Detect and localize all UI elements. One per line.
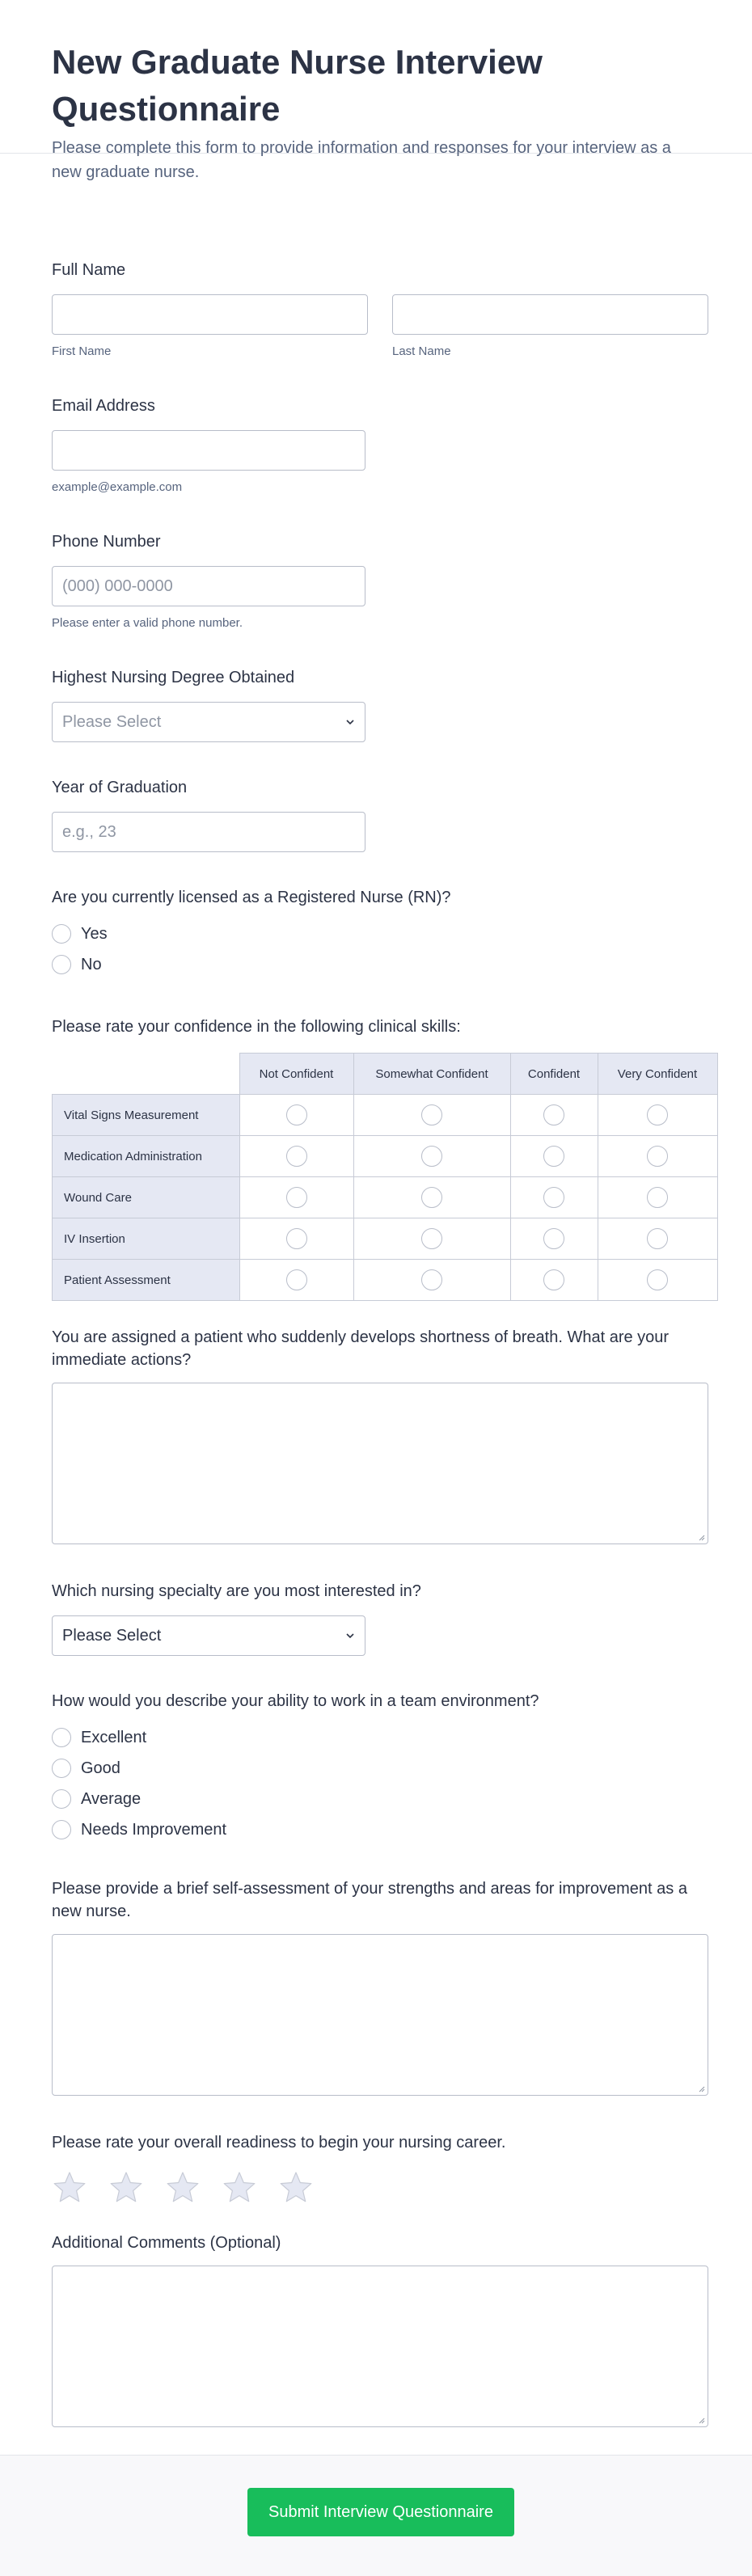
matrix-row-label: IV Insertion [53,1218,240,1260]
chevron-down-icon [345,717,355,727]
email-input[interactable] [52,430,365,471]
matrix-row [53,1260,718,1301]
matrix-radio[interactable] [647,1269,668,1290]
graduation-input[interactable]: e.g., 23 [52,812,365,852]
star-icon[interactable] [222,2170,257,2206]
radio-button[interactable] [52,1728,71,1747]
readiness-label: Please rate your overall readiness to begin your nursing career. [52,2134,506,2152]
matrix-column-header: Confident [510,1054,598,1095]
phone-label: Phone Number [52,533,161,551]
matrix-corner [53,1054,240,1095]
licensed-label: Are you currently licensed as a Registered Nurse (RN)? [52,889,451,906]
last-name-sublabel: Last Name [392,344,451,358]
full-name-field [52,259,708,358]
self-assessment-field [52,1877,708,2096]
graduation-label: Year of Graduation [52,779,188,796]
degree-select[interactable] [52,702,365,742]
star-icon[interactable] [165,2170,201,2206]
matrix-radio[interactable] [647,1228,668,1249]
skills-field [52,1016,708,1038]
teamwork-option-label: Average [81,1789,142,1808]
licensed-option-no[interactable] [52,949,708,980]
star-icon[interactable] [108,2170,144,2206]
email-field [52,395,708,494]
degree-field [52,666,708,742]
matrix-row [53,1095,718,1136]
teamwork-option-good[interactable] [52,1753,708,1784]
specialty-field [52,1580,708,1656]
submit-button[interactable]: Submit Interview Questionnaire [247,2488,514,2536]
radio-button[interactable] [52,924,71,944]
last-name-input[interactable] [392,294,708,335]
specialty-label: Which nursing specialty are you most interested in? [52,1582,421,1600]
matrix-radio[interactable] [647,1146,668,1167]
comments-field [52,2232,708,2427]
licensed-option-yes[interactable] [52,918,708,949]
resize-grip-icon[interactable] [697,2084,705,2092]
matrix-radio[interactable] [286,1269,307,1290]
first-name-input[interactable] [52,294,368,335]
scenario-textarea[interactable] [52,1383,708,1544]
licensed-field [52,886,708,980]
matrix-radio[interactable] [647,1104,668,1125]
skills-matrix [52,1053,718,1301]
form-description: Please complete this form to provide information and responses for your interview as a new graduate nurse. [52,139,671,181]
teamwork-label: How would you describe your ability to work in a team environment? [52,1692,539,1710]
licensed-option-label: No [81,955,102,973]
specialty-selected-value: Please Select [62,1626,162,1645]
degree-selected-value: Please Select [62,712,162,731]
matrix-radio[interactable] [421,1269,442,1290]
comments-label: Additional Comments (Optional) [52,2234,281,2252]
matrix-radio[interactable] [286,1104,307,1125]
matrix-row [53,1218,718,1260]
matrix-column-header: Not Confident [239,1054,353,1095]
matrix-row-label: Vital Signs Measurement [53,1095,240,1136]
matrix-row [53,1177,718,1218]
matrix-radio[interactable] [421,1104,442,1125]
teamwork-option-label: Needs Improvement [81,1820,227,1839]
email-label: Email Address [52,397,155,415]
specialty-select[interactable] [52,1615,365,1656]
matrix-column-header: Very Confident [598,1054,717,1095]
matrix-column-header: Somewhat Confident [353,1054,510,1095]
readiness-field [52,2131,708,2206]
scenario-field [52,1326,708,1544]
email-sublabel: example@example.com [52,480,183,494]
matrix-radio[interactable] [543,1104,564,1125]
matrix-radio[interactable] [286,1146,307,1167]
radio-button[interactable] [52,1759,71,1778]
teamwork-option-average[interactable] [52,1784,708,1814]
matrix-radio[interactable] [286,1187,307,1208]
matrix-radio[interactable] [421,1146,442,1167]
matrix-radio[interactable] [543,1228,564,1249]
scenario-label: You are assigned a patient who suddenly develops shortness of breath. What are your immediate actions? [52,1328,670,1369]
matrix-row-label: Patient Assessment [53,1260,240,1301]
degree-label: Highest Nursing Degree Obtained [52,669,295,686]
full-name-label: Full Name [52,261,126,279]
resize-grip-icon[interactable] [697,1533,705,1541]
matrix-row [53,1136,718,1177]
self-assessment-textarea[interactable] [52,1934,708,2096]
teamwork-field [52,1690,708,1845]
form-title: New Graduate Nurse Interview Questionnaire [52,43,543,128]
teamwork-option-needs-improvement[interactable] [52,1814,708,1845]
matrix-radio[interactable] [543,1187,564,1208]
teamwork-option-excellent[interactable] [52,1722,708,1753]
skills-label: Please rate your confidence in the following clinical skills: [52,1018,461,1036]
matrix-radio[interactable] [543,1146,564,1167]
self-assessment-label: Please provide a brief self-assessment of your strengths and areas for improvement as a new nurse. [52,1880,687,1920]
form-footer [0,2455,752,2576]
matrix-row-label: Medication Administration [53,1136,240,1177]
resize-grip-icon[interactable] [697,2416,705,2424]
phone-field [52,530,708,630]
teamwork-option-label: Good [81,1759,120,1777]
matrix-radio[interactable] [421,1228,442,1249]
phone-sublabel: Please enter a valid phone number. [52,616,243,630]
teamwork-option-label: Excellent [81,1728,147,1746]
matrix-radio[interactable] [647,1187,668,1208]
matrix-row-label: Wound Care [53,1177,240,1218]
licensed-option-label: Yes [81,924,108,943]
phone-input[interactable]: (000) 000-0000 [52,566,365,606]
radio-button[interactable] [52,1789,71,1809]
radio-button[interactable] [52,955,71,974]
chevron-down-icon [345,1631,355,1641]
star-rating [52,2170,708,2206]
star-icon[interactable] [278,2170,314,2206]
form-header [0,0,752,181]
star-icon[interactable] [52,2170,87,2206]
comments-textarea[interactable] [52,2266,708,2427]
radio-button[interactable] [52,1820,71,1839]
matrix-radio[interactable] [421,1187,442,1208]
matrix-radio[interactable] [286,1228,307,1249]
graduation-field [52,776,708,852]
first-name-sublabel: First Name [52,344,112,358]
matrix-radio[interactable] [543,1269,564,1290]
